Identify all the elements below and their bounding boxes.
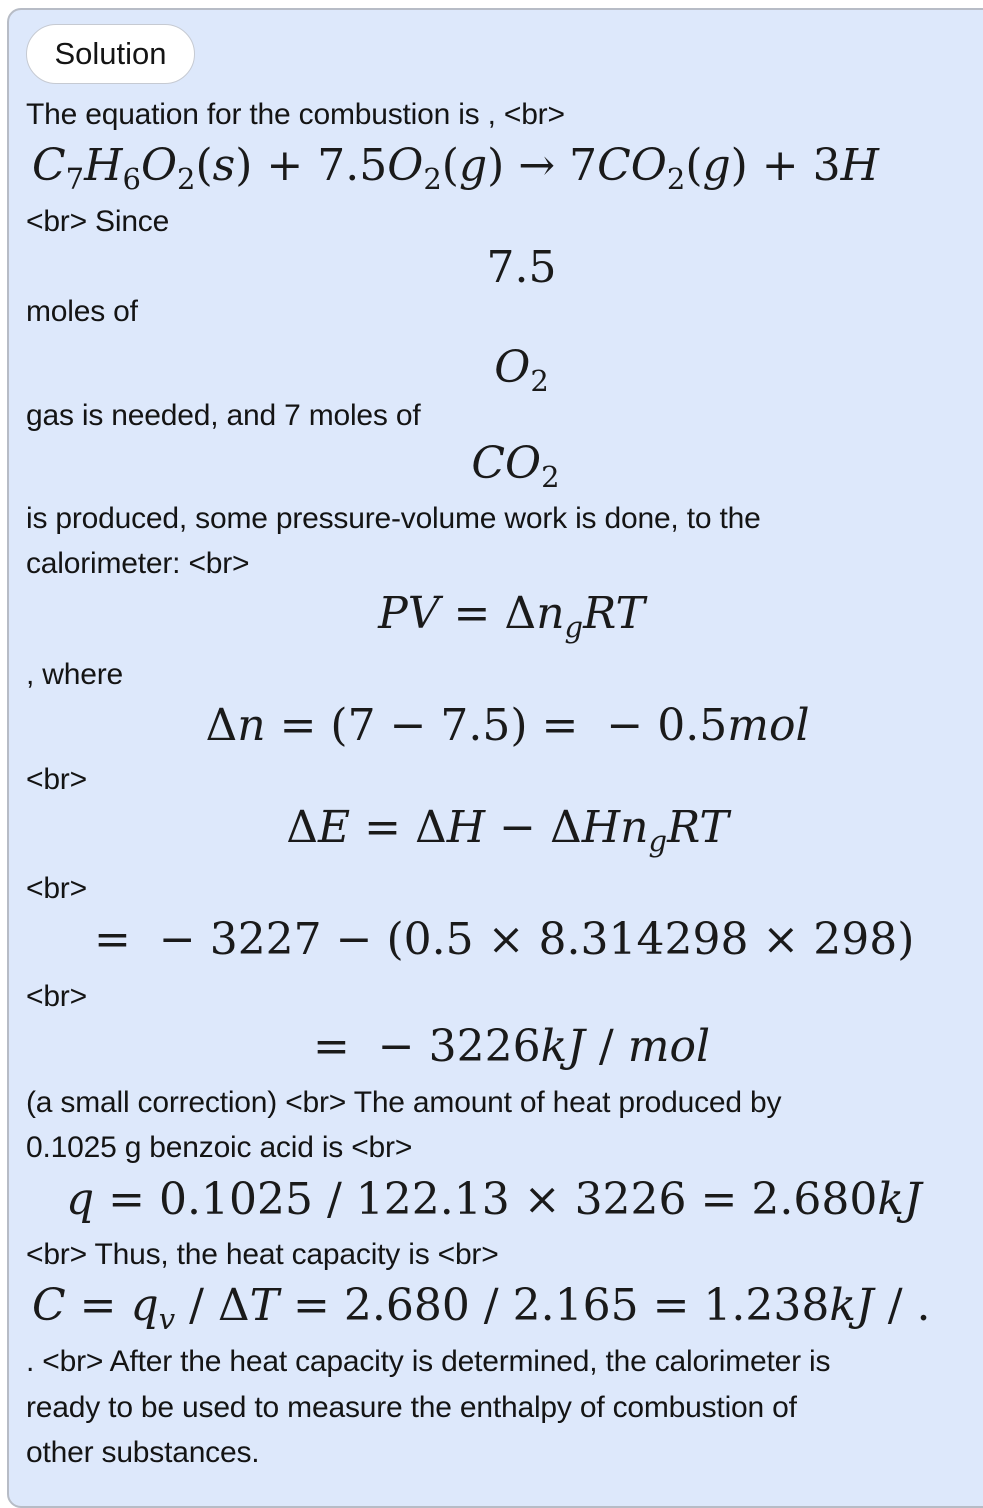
text-line-5: is produced, some pressure-volume work is done, to the — [26, 502, 761, 535]
text-line-8: <br> — [26, 763, 87, 796]
math-heat-capacity: $C = q_v / \Delta T = 2.680 / 2.165 = 1.238kJ$ / . — [32, 1280, 931, 1336]
text-line-12: 0.1025 g benzoic acid is <br> — [26, 1131, 413, 1164]
text-line-1: The equation for the combustion is , <br> — [26, 98, 565, 131]
text-line-10: <br> — [26, 980, 87, 1013]
math-co2: $CO_2$ — [471, 438, 560, 494]
text-line-3: moles of — [26, 295, 138, 328]
math-o2: $O_2$ — [494, 342, 549, 398]
text-line-9: <br> — [26, 872, 87, 905]
text-line-2: <br> Since — [26, 205, 170, 238]
text-line-13: <br> Thus, the heat capacity is <br> — [26, 1238, 499, 1271]
text-line-6: calorimeter: <br> — [26, 547, 250, 580]
math-pv: PV = $\Delta n_gRT$ — [378, 588, 645, 644]
text-line-11: (a small correction) <br> The amount of heat produced by — [26, 1086, 782, 1119]
math-q: q = 0.1025 / 122.13 × 3226 = 2.680kJ — [66, 1174, 922, 1225]
text-line-16: other substances. — [26, 1436, 260, 1469]
text-line-14: . <br> After the heat capacity is determined, the calorimeter is — [26, 1345, 831, 1378]
math-delta-n: Δn = (7 − 7.5) = − 0.5mol — [205, 700, 810, 751]
solution-tab[interactable]: Solution — [26, 24, 195, 84]
math-7-5: 7.5 — [486, 242, 557, 293]
text-line-7: , where — [26, 658, 123, 691]
math-delta-e: ΔE = ΔH − ΔHn$_g$RT — [286, 802, 729, 858]
math-calc-2: = − 3226kJ / mol — [312, 1021, 711, 1072]
text-line-15: ready to be used to measure the enthalpy of combustion of — [26, 1391, 797, 1424]
combustion-equation: $C_7H_6O_2(s) + 7.5O_2(g) \to 7CO_2(g) + 3H$ — [32, 140, 880, 196]
math-calc-1: = − 3227 − (0.5 × 8.314298 × 298) — [94, 914, 915, 965]
text-line-4: gas is needed, and 7 moles of — [26, 399, 421, 432]
